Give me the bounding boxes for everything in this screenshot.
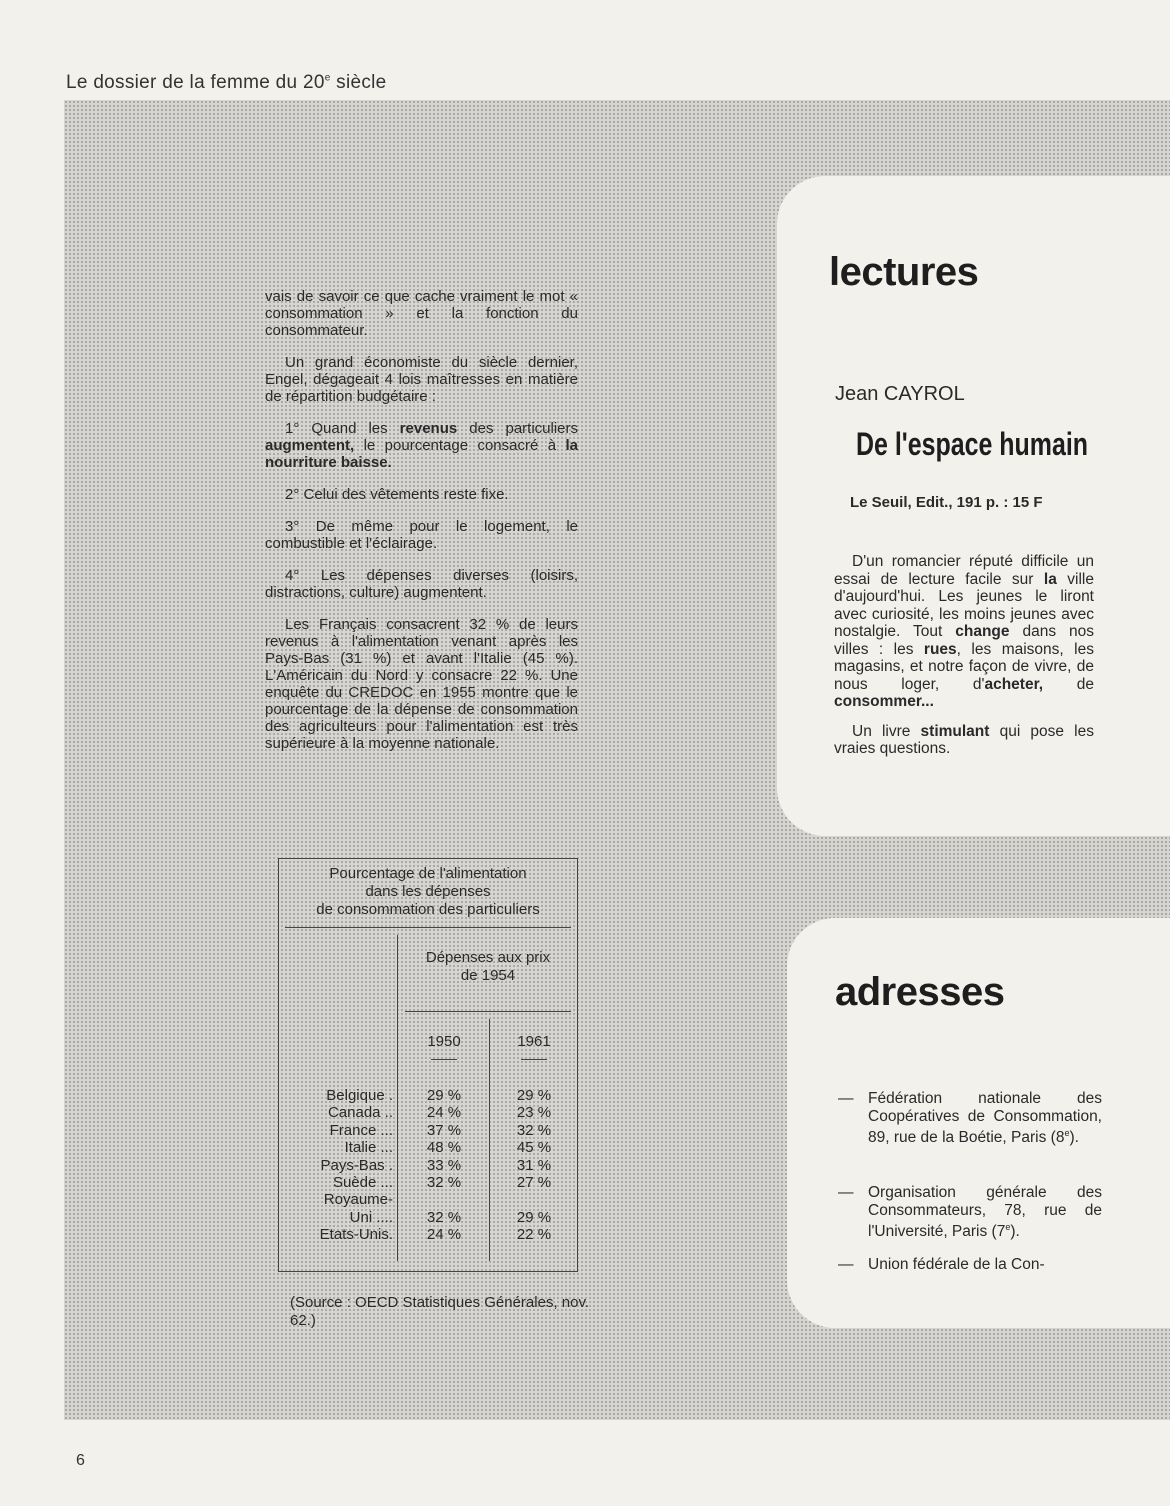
text: Un livre: [852, 722, 921, 740]
text: le pourcentage consacré à: [354, 437, 566, 454]
table-rule: [397, 935, 398, 1261]
bold-text: change: [955, 623, 1010, 640]
running-title-sup: e: [324, 72, 331, 84]
address-item: [838, 1184, 1102, 1241]
running-title-text: Le dossier de la femme du 20: [66, 72, 325, 93]
table-source: (Source : OECD Statistiques Générales, nov. 62.): [290, 1294, 590, 1329]
values-1961-column: [499, 1087, 569, 1244]
country-label: Uni ....: [349, 1208, 393, 1226]
paragraph: [265, 420, 578, 471]
text: de: [1043, 675, 1094, 693]
value-cell: 22 %: [516, 1226, 552, 1244]
year-underline: [521, 1059, 547, 1060]
table-rule: [405, 1011, 571, 1012]
text: des particuliers: [457, 420, 579, 437]
text: D'un romancier réputé difficile un essai de lecture facile sur: [834, 553, 1094, 588]
address-item: [838, 1256, 1102, 1274]
value-cell: 24 %: [426, 1226, 462, 1244]
country-label: Belgique .: [326, 1087, 393, 1104]
paragraph: 3° De même pour le logement, le combustible et l'éclairage.: [265, 518, 578, 552]
paragraph: Un grand économiste du siècle dernier, Engel, dégageait 4 lois maîtresses en matière de répartition budgétaire :: [265, 354, 578, 405]
text: qui pose les vraies questions.: [834, 722, 1094, 757]
paragraph: Les Français consacrent 32 % de leurs revenus à l'alimentation venant après les Pays-Bas (31 %) et avant l'Italie (45 %). L'Américain du Nord y consacre 22 %. Une enquête du CREDOC en 1955 montre que le pourcentage de la dépense de consommation des agriculteurs pour l'alimentation est très supérieure à la moyenne nationale.: [265, 616, 578, 752]
superscript: e: [1005, 1222, 1011, 1232]
book-title: De l'espace humain: [856, 426, 1089, 462]
table-rule: [285, 927, 571, 928]
text: ville d'aujourd'hui. Les jeunes le liront avec curiosité, les moins jeunes avec nostalgie. Tout: [834, 570, 1094, 640]
bold-text: stimulant: [920, 722, 990, 740]
address-text: [868, 1184, 1102, 1241]
article-body: [265, 288, 578, 767]
paragraph: vais de savoir ce que cache vraiment le mot « consommation » et la fonction du consommateur.: [265, 288, 578, 339]
value-cell: 32 %: [516, 1121, 552, 1139]
country-label: Italie ...: [344, 1139, 393, 1157]
country-label: Canada ..: [327, 1104, 393, 1122]
page-number: 6: [76, 1452, 85, 1469]
caption-line: Pourcentage de l'alimentation: [329, 865, 527, 882]
dash: —: [838, 1184, 854, 1201]
text: dans nos villes : les: [834, 623, 1094, 658]
value-cell: 37 %: [426, 1121, 462, 1139]
value-cell: 32 %: [426, 1208, 462, 1226]
statistics-table: [278, 858, 578, 1272]
book-publisher: Le Seuil, Edit., 191 p. : 15 F: [850, 494, 1043, 511]
book-review: [834, 553, 1094, 770]
value-cell: 48 %: [426, 1139, 462, 1157]
text: ).: [1069, 1129, 1079, 1147]
value-cell: 27 %: [516, 1174, 552, 1192]
adresses-title: adresses: [835, 970, 1005, 1014]
bold-text: la: [1043, 570, 1057, 588]
table-rule: [489, 1019, 490, 1261]
values-1950-column: [409, 1087, 479, 1244]
running-title-end: siècle: [330, 72, 387, 93]
country-column: [293, 1087, 393, 1244]
value-cell: 45 %: [516, 1139, 552, 1157]
value-cell: 32 %: [426, 1174, 462, 1192]
value-cell: 29 %: [516, 1208, 552, 1226]
header-line: de 1954: [460, 967, 516, 984]
bold-text: acheter,: [984, 675, 1044, 693]
value-cell: 24 %: [426, 1104, 462, 1122]
address-text: Union fédérale de la Con-: [868, 1256, 1045, 1273]
caption-line: de consommation des particuliers: [316, 901, 540, 918]
country-label: Pays-Bas .: [320, 1156, 393, 1174]
running-title: [66, 72, 387, 94]
dash: —: [838, 1256, 854, 1273]
review-paragraph: [834, 723, 1094, 758]
country-label: Suède ...: [332, 1174, 393, 1192]
value-cell: 31 %: [516, 1156, 552, 1174]
paragraph: 2° Celui des vêtements reste fixe.: [285, 486, 509, 503]
year-header-1950: 1950: [427, 1033, 461, 1050]
text: Organisation générale des Consommateurs, 78, rue de l'Université, Paris (7: [868, 1184, 1102, 1241]
country-label: Royaume-: [323, 1191, 393, 1209]
superscript: e: [1064, 1128, 1070, 1138]
value-cell: [499, 1191, 569, 1208]
country-label: Etats-Unis.: [319, 1226, 393, 1244]
text: ).: [1010, 1223, 1020, 1241]
table-caption: [279, 865, 577, 919]
dash: —: [838, 1090, 854, 1107]
text: Fédération nationale des Coopératives de Consommation, 89, rue de la Boétie, Paris (8: [868, 1090, 1102, 1147]
value-cell: 29 %: [516, 1087, 552, 1104]
bold-text: rues: [923, 640, 957, 658]
lectures-title: lectures: [829, 250, 979, 294]
value-cell: 33 %: [426, 1156, 462, 1174]
book-author: Jean CAYROL: [835, 383, 965, 405]
bold-text: consommer...: [834, 693, 934, 710]
value-cell: 23 %: [516, 1104, 552, 1122]
year-underline: [431, 1059, 457, 1060]
value-cell: [409, 1191, 479, 1208]
year-header-1961: 1961: [517, 1033, 551, 1050]
bold-text: revenus: [399, 420, 458, 437]
bold-text: la nourriture baisse.: [265, 437, 578, 471]
column-group-header: [399, 949, 577, 985]
bold-text: augmentent,: [265, 437, 355, 454]
address-text: [868, 1090, 1102, 1147]
country-label: France ...: [329, 1121, 393, 1139]
caption-line: dans les dépenses: [365, 883, 491, 900]
text: , les maisons, les magasins, et notre façon de vivre, de nous loger, d': [834, 640, 1094, 693]
review-paragraph: [834, 553, 1094, 711]
address-item: [838, 1090, 1102, 1147]
header-line: Dépenses aux prix: [425, 949, 551, 966]
paragraph: 4° Les dépenses diverses (loisirs, distractions, culture) augmentent.: [265, 567, 578, 601]
value-cell: 29 %: [426, 1087, 462, 1104]
text: 1° Quand les: [285, 420, 400, 437]
